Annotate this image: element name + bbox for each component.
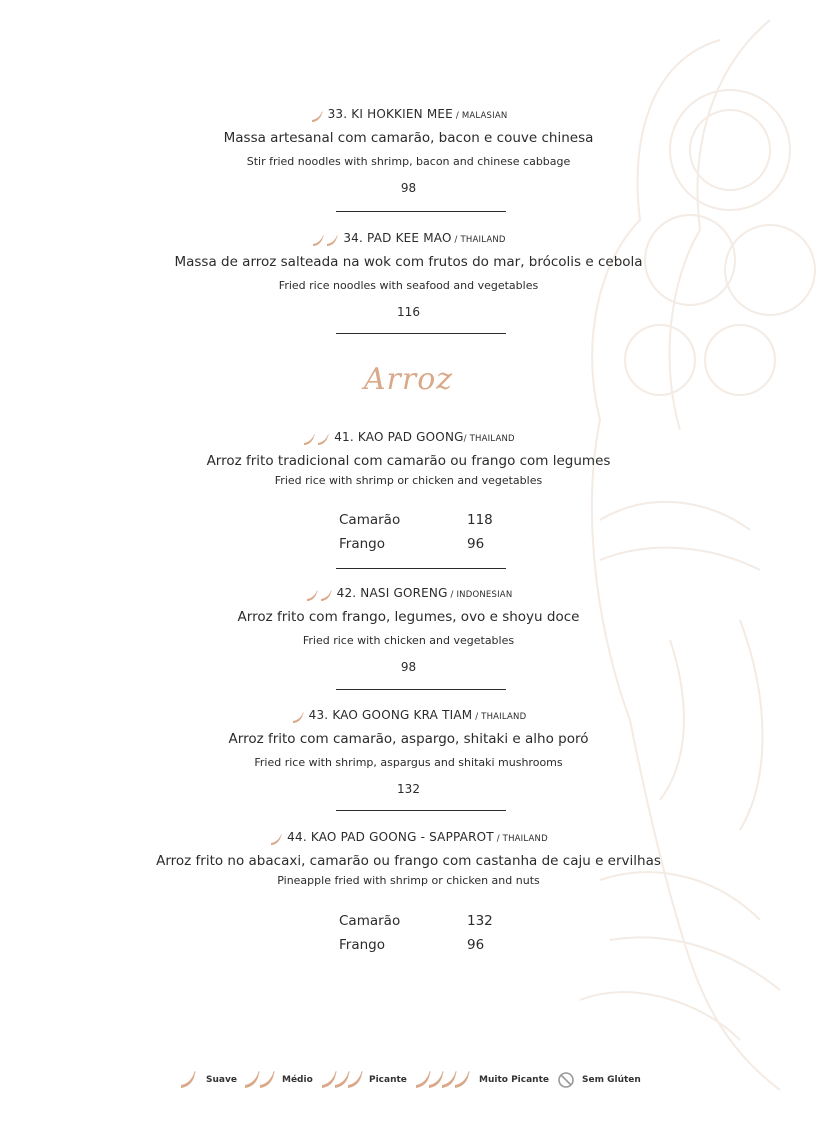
- item-price: 98: [400, 181, 417, 195]
- variant-price: 96: [467, 536, 485, 552]
- menu-item-44: [0, 828, 817, 890]
- pepper-icon: [242, 1070, 278, 1090]
- divider: [336, 211, 506, 212]
- item-origin: / INDONESIAN: [447, 590, 513, 600]
- variant-price: 132: [467, 913, 493, 929]
- item-title: 42. NASI GORENG: [336, 586, 448, 600]
- item-title-row: [0, 828, 817, 848]
- pepper-icon: [311, 235, 325, 247]
- pepper-icon: [310, 111, 324, 123]
- variant-price: 118: [467, 512, 493, 528]
- item-title: 41. KAO PAD GOONG: [334, 430, 464, 444]
- legend-label: Sem Glúten: [582, 1075, 641, 1085]
- item-description-en: Stir fried noodles with shrimp, bacon and chinese cabbage: [246, 155, 571, 168]
- item-origin: / THAILAND: [463, 434, 515, 444]
- pepper-icons: [311, 231, 339, 249]
- pepper-icon: [291, 712, 305, 724]
- pepper-icons: [305, 586, 333, 604]
- item-description-pt: Arroz frito no abacaxi, camarão ou frango com castanha de caju e ervilhas: [156, 853, 661, 869]
- item-price: 98: [400, 660, 417, 674]
- variant-name: Camarão: [339, 913, 401, 929]
- legend-label: Picante: [369, 1075, 407, 1085]
- item-title-row: [0, 428, 817, 448]
- item-origin: / THAILAND: [493, 834, 548, 844]
- variant-list: [339, 508, 499, 556]
- menu-item-34: [0, 229, 817, 321]
- variant-price: 96: [467, 937, 485, 953]
- item-description-pt: Arroz frito com camarão, aspargo, shitaki e alho poró: [228, 731, 589, 747]
- legend-sem-gluten: [556, 1070, 641, 1093]
- item-title-row: [0, 105, 817, 125]
- legend-muito-picante: [413, 1070, 549, 1093]
- divider: [336, 333, 506, 334]
- legend-medio: [242, 1070, 313, 1093]
- item-origin: / MALASIAN: [452, 111, 508, 121]
- item-description-en: Pineapple fried with shrimp or chicken and nuts: [277, 874, 540, 887]
- no-gluten-icon: [556, 1070, 576, 1090]
- divider: [336, 568, 506, 569]
- menu-item-43: [0, 706, 817, 798]
- pepper-icons: [291, 708, 305, 726]
- legend-suave: [178, 1070, 237, 1093]
- menu-item-33: [0, 105, 817, 197]
- variant-row: [339, 508, 499, 532]
- item-price: 132: [397, 782, 420, 796]
- item-description-pt: Massa de arroz salteada na wok com frutos do mar, brócolis e cebola: [174, 254, 643, 270]
- item-title: 44. KAO PAD GOONG - SAPPAROT: [287, 830, 494, 844]
- section-title: Arroz: [363, 362, 454, 397]
- variant-name: Frango: [339, 937, 385, 953]
- item-origin: / THAILAND: [472, 712, 527, 722]
- pepper-icon: [319, 590, 333, 602]
- item-price: 116: [397, 305, 420, 319]
- legend-label: Médio: [282, 1075, 313, 1085]
- divider: [336, 689, 506, 690]
- divider: [336, 810, 506, 811]
- item-description-en: Fried rice with chicken and vegetables: [302, 634, 515, 647]
- item-title: 43. KAO GOONG KRA TIAM: [308, 708, 473, 722]
- pepper-icon: [319, 1070, 367, 1090]
- pepper-icon: [305, 590, 319, 602]
- pepper-icons: [302, 430, 330, 448]
- item-title-row: [0, 706, 817, 726]
- item-title: 33. KI HOKKIEN MEE: [327, 107, 453, 121]
- menu-item-42: [0, 584, 817, 676]
- variant-row: [339, 933, 499, 957]
- item-title: 34. PAD KEE MAO: [343, 231, 452, 245]
- pepper-icon: [269, 834, 283, 846]
- item-origin: / THAILAND: [451, 235, 506, 245]
- item-description-pt: Arroz frito tradicional com camarão ou frango com legumes: [206, 453, 611, 469]
- pepper-icons: [269, 830, 283, 848]
- legend-label: Suave: [206, 1075, 237, 1085]
- menu-item-41: [0, 428, 817, 490]
- legend-label: Muito Picante: [479, 1075, 549, 1085]
- pepper-icon: [316, 434, 330, 446]
- pepper-icon: [413, 1070, 473, 1090]
- item-description-en: Fried rice with shrimp, aspargus and shitaki mushrooms: [254, 756, 563, 769]
- variant-list: [339, 909, 499, 957]
- variant-name: Frango: [339, 536, 385, 552]
- item-description-pt: Arroz frito com frango, legumes, ovo e shoyu doce: [237, 609, 580, 625]
- legend-picante: [319, 1070, 407, 1093]
- item-title-row: [0, 229, 817, 249]
- item-description-pt: Massa artesanal com camarão, bacon e couve chinesa: [223, 130, 594, 146]
- pepper-icon: [178, 1070, 198, 1090]
- pepper-icon: [325, 235, 339, 247]
- variant-row: [339, 909, 499, 933]
- pepper-icon: [302, 434, 316, 446]
- item-description-en: Fried rice with shrimp or chicken and vegetables: [274, 474, 543, 487]
- item-title-row: [0, 584, 817, 604]
- item-description-en: Fried rice noodles with seafood and vegetables: [278, 279, 539, 292]
- variant-name: Camarão: [339, 512, 401, 528]
- variant-row: [339, 532, 499, 556]
- pepper-icons: [310, 107, 324, 125]
